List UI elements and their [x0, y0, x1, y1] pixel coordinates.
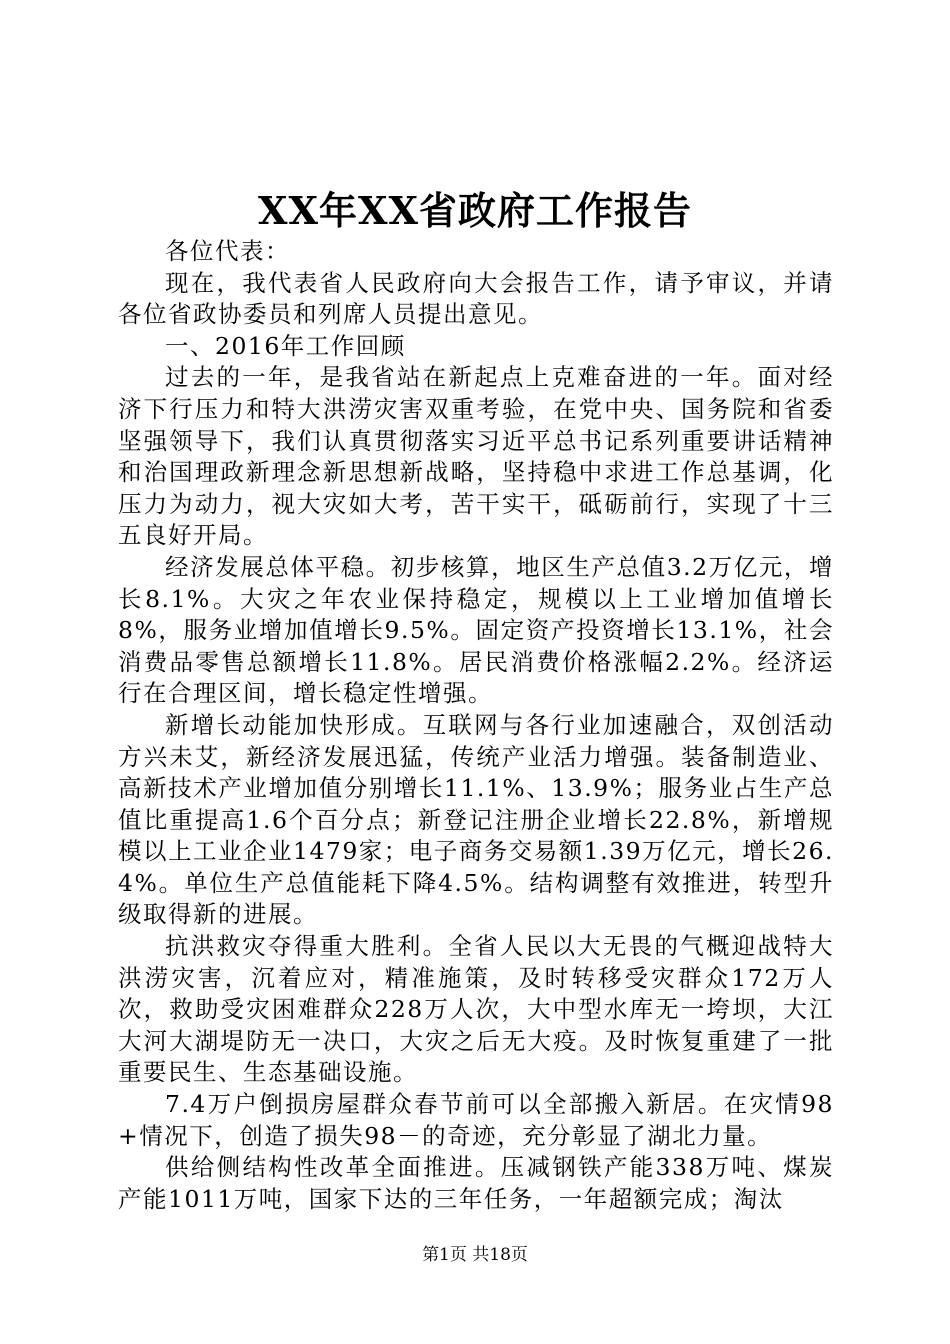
paragraph-review: 过去的一年，是我省站在新起点上克难奋进的一年。面对经济下行压力和特大洪涝灾害双重考验，在党中央、国务院和省委坚强领导下，我们认真贯彻落实习近平总书记系列重要讲话精神和治国理政新理念新思想新战略，坚持稳中求进工作总基调，化压力为动力，视大灾如大考，苦干实干，砥砺前行，实现了十三五良好开局。	[118, 363, 834, 550]
paragraph-intro: 现在，我代表省人民政府向大会报告工作，请予审议，并请各位省政协委员和列席人员提出意见。	[118, 268, 834, 329]
document-body	[118, 236, 834, 1215]
paragraph-growth-momentum: 新增长动能加快形成。互联网与各行业加速融合，双创活动方兴未艾，新经济发展迅猛，传统产业活力增强。装备制造业、高新技术产业增加值分别增长11.1%、13.9%；服务业占生产总值比重提高1.6个百分点；新登记注册企业增长22.8%，新增规模以上工业企业1479家；电子商务交易额1.39万亿元，增长26.4%。单位生产总值能耗下降4.5%。结构调整有效推进，转型升级取得新的进展。	[118, 710, 835, 929]
paragraph-economy: 经济发展总体平稳。初步核算，地区生产总值3.2万亿元，增长8.1%。大灾之年农业保持稳定，规模以上工业增加值增长8%，服务业增加值增长9.5%。固定资产投资增长13.1%，社会消费品零售总额增长11.8%。居民消费价格涨幅2.2%。经济运行在合理区间，增长稳定性增强。	[118, 552, 834, 708]
page-footer: 第1页 共18页	[422, 1245, 528, 1265]
document-title: XX年XX省政府工作报告	[258, 188, 692, 233]
paragraph-rebuilding: 7.4万户倒损房屋群众春节前可以全部搬入新居。在灾情98+情况下，创造了损失98－的奇迹，充分彰显了湖北力量。	[118, 1090, 834, 1150]
paragraph-flood-relief: 抗洪救灾夺得重大胜利。全省人民以大无畏的气概迎战特大洪涝灾害，沉着应对，精准施策，及时转移受灾群众172万人次，救助受灾困难群众228万人次，大中型水库无一垮坝，大江大河大湖堤防无一决口，大灾之后无大疫。及时恢复重建了一批重要民生、生态基础设施。	[118, 932, 834, 1087]
paragraph-salutation: 各位代表：	[165, 237, 290, 265]
paragraph-supply-side-reform: 供给侧结构性改革全面推进。压减钢铁产能338万吨、煤炭产能1011万吨，国家下达的三年任务，一年超额完成；淘汰	[118, 1153, 834, 1213]
section-heading: 一、2016年工作回顾	[165, 331, 406, 360]
